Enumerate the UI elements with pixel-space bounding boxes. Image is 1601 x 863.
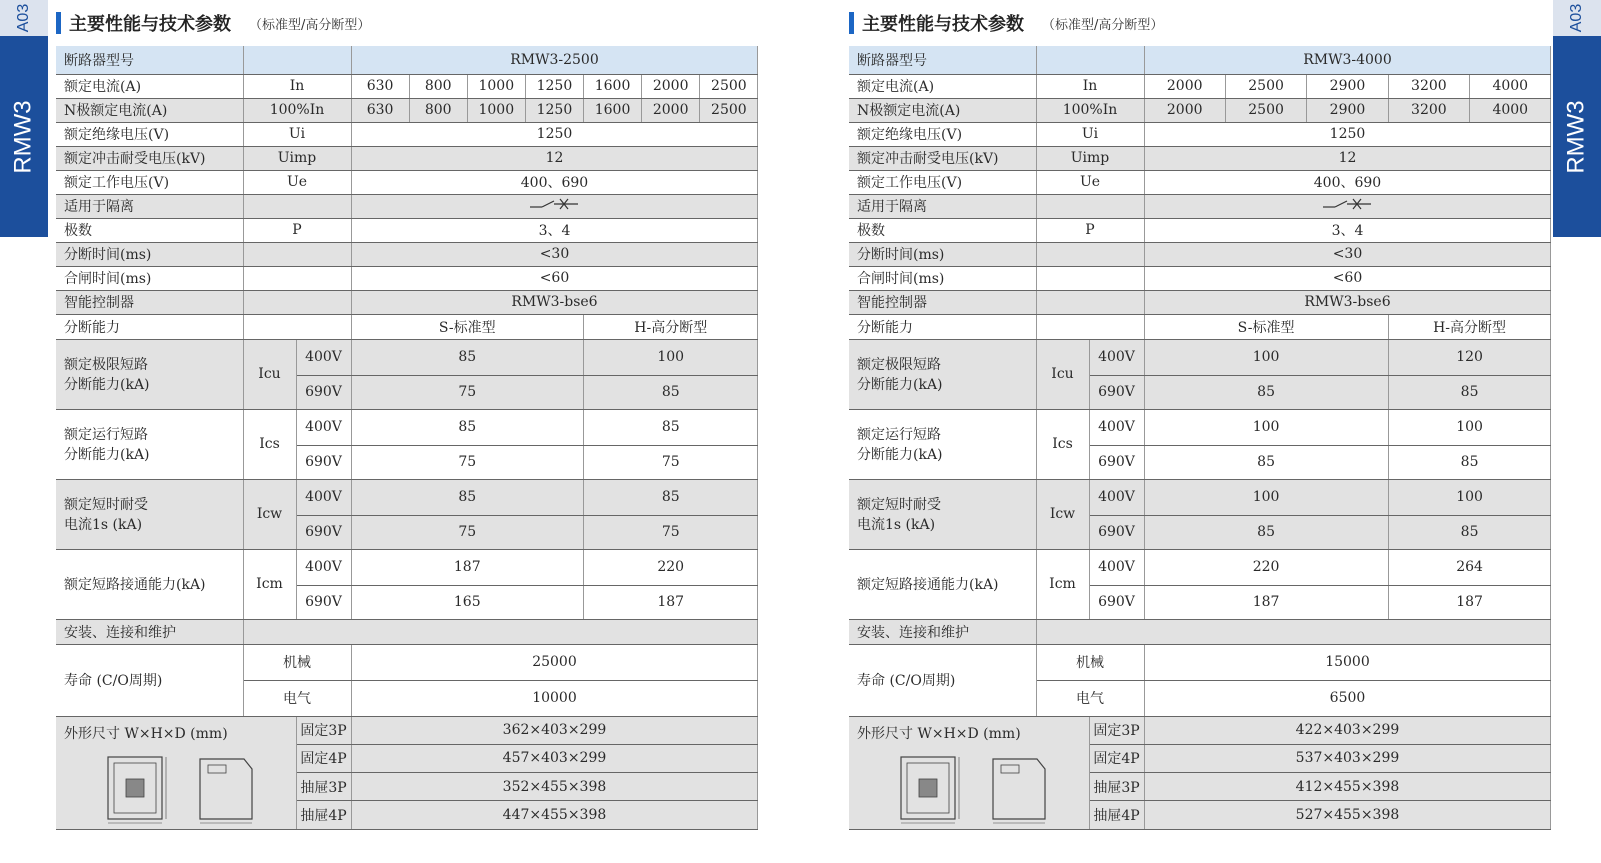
break-time-label: 分断时间(ms) bbox=[56, 242, 243, 266]
rated-current-value: 2000 bbox=[642, 74, 700, 98]
rated-current-symbol: In bbox=[1036, 74, 1144, 98]
rated-current-label: 额定电流(A) bbox=[56, 74, 243, 98]
voltage-label: 400V bbox=[1089, 549, 1144, 585]
section-subtitle: （标准型/高分断型） bbox=[249, 17, 371, 33]
icw-symbol: Icw bbox=[243, 479, 296, 549]
page-code: A03 bbox=[1553, 0, 1601, 36]
ics-s-value: 100 bbox=[1144, 409, 1388, 445]
spec-section-2500 bbox=[56, 0, 758, 830]
impulse-voltage-value: 12 bbox=[1144, 146, 1551, 170]
voltage-label: 690V bbox=[1089, 375, 1144, 409]
dimension-type: 抽屉4P bbox=[296, 801, 351, 829]
dimension-type: 抽屉3P bbox=[1089, 773, 1144, 801]
n-pole-current-value: 2500 bbox=[1225, 98, 1306, 122]
voltage-label: 690V bbox=[296, 375, 351, 409]
side-tab-left bbox=[0, 0, 48, 237]
n-pole-current-value: 800 bbox=[409, 98, 467, 122]
isolation-label: 适用于隔离 bbox=[849, 194, 1036, 218]
breaker-outline-drawing-icon bbox=[897, 749, 1067, 829]
icu-h-value: 85 bbox=[1388, 375, 1551, 409]
voltage-label: 690V bbox=[1089, 585, 1144, 619]
h-type-header: H-高分断型 bbox=[584, 314, 758, 339]
icm-label: 额定短路接通能力(kA) bbox=[849, 549, 1036, 619]
icw-s-value: 85 bbox=[351, 479, 584, 515]
n-pole-current-symbol: 100%In bbox=[243, 98, 351, 122]
rated-current-symbol: In bbox=[243, 74, 351, 98]
model-value: RMW3-4000 bbox=[1144, 46, 1551, 74]
n-pole-current-label: N极额定电流(A) bbox=[56, 98, 243, 122]
voltage-label: 400V bbox=[296, 339, 351, 375]
icm-s-value: 220 bbox=[1144, 549, 1388, 585]
install-label: 安装、连接和维护 bbox=[849, 619, 1036, 644]
ics-h-value: 75 bbox=[584, 445, 758, 479]
isolation-value bbox=[351, 194, 758, 218]
voltage-label: 400V bbox=[1089, 479, 1144, 515]
controller-label: 智能控制器 bbox=[56, 290, 243, 314]
rated-current-value: 3200 bbox=[1388, 74, 1469, 98]
install-label: 安装、连接和维护 bbox=[56, 619, 243, 644]
dimensions-cell bbox=[849, 716, 1089, 829]
icm-s-value: 187 bbox=[1144, 585, 1388, 619]
rated-current-value: 2000 bbox=[1144, 74, 1225, 98]
impulse-voltage-value: 12 bbox=[351, 146, 758, 170]
n-pole-current-value: 1250 bbox=[525, 98, 583, 122]
rated-current-value: 1000 bbox=[467, 74, 525, 98]
icu-h-value: 85 bbox=[584, 375, 758, 409]
icm-label: 额定短路接通能力(kA) bbox=[56, 549, 243, 619]
section-title bbox=[849, 0, 1551, 46]
icu-s-value: 100 bbox=[1144, 339, 1388, 375]
insulation-voltage-label: 额定绝缘电压(V) bbox=[56, 122, 243, 146]
breaking-capacity-label: 分断能力 bbox=[56, 314, 243, 339]
operating-voltage-symbol: Ue bbox=[243, 170, 351, 194]
section-title bbox=[56, 0, 758, 46]
side-tab-right bbox=[1553, 0, 1601, 237]
operating-voltage-symbol: Ue bbox=[1036, 170, 1144, 194]
voltage-label: 400V bbox=[1089, 339, 1144, 375]
operating-voltage-label: 额定工作电压(V) bbox=[56, 170, 243, 194]
insulation-voltage-value: 1250 bbox=[1144, 122, 1551, 146]
isolation-value bbox=[1144, 194, 1551, 218]
life-label: 寿命 (C/O周期) bbox=[56, 644, 243, 716]
electrical-life-label: 电气 bbox=[243, 680, 351, 716]
ics-symbol: Ics bbox=[1036, 409, 1089, 479]
dimension-value: 352×455×398 bbox=[351, 773, 758, 801]
ics-s-value: 75 bbox=[351, 445, 584, 479]
icu-s-value: 75 bbox=[351, 375, 584, 409]
n-pole-current-value: 2000 bbox=[1144, 98, 1225, 122]
h-type-header: H-高分断型 bbox=[1388, 314, 1551, 339]
voltage-label: 690V bbox=[296, 585, 351, 619]
breaker-outline-drawing-icon bbox=[104, 749, 274, 829]
icm-symbol: Icm bbox=[243, 549, 296, 619]
icu-s-value: 85 bbox=[1144, 375, 1388, 409]
page-code: A03 bbox=[0, 0, 48, 36]
rated-current-value: 2500 bbox=[1225, 74, 1306, 98]
poles-symbol: P bbox=[243, 218, 351, 242]
dimension-value: 457×403×299 bbox=[351, 744, 758, 772]
dimension-value: 362×403×299 bbox=[351, 716, 758, 744]
section-subtitle: （标准型/高分断型） bbox=[1042, 17, 1164, 33]
icm-h-value: 264 bbox=[1388, 549, 1551, 585]
breaking-capacity-label: 分断能力 bbox=[849, 314, 1036, 339]
dimension-type: 固定4P bbox=[1089, 744, 1144, 772]
voltage-label: 690V bbox=[296, 445, 351, 479]
rated-current-value: 4000 bbox=[1470, 74, 1551, 98]
dimensions-label: 外形尺寸 W×H×D (mm) bbox=[64, 725, 228, 742]
series-label: RMW3 bbox=[10, 99, 38, 174]
spec-table bbox=[849, 46, 1551, 830]
operating-voltage-label: 额定工作电压(V) bbox=[849, 170, 1036, 194]
close-time-value: <60 bbox=[1144, 266, 1551, 290]
insulation-voltage-symbol: Ui bbox=[243, 122, 351, 146]
icu-symbol: Icu bbox=[1036, 339, 1089, 409]
ics-h-value: 85 bbox=[1388, 445, 1551, 479]
icu-s-value: 85 bbox=[351, 339, 584, 375]
icw-s-value: 75 bbox=[351, 515, 584, 549]
dimension-value: 447×455×398 bbox=[351, 801, 758, 829]
rated-current-value: 2500 bbox=[700, 74, 758, 98]
break-time-label: 分断时间(ms) bbox=[849, 242, 1036, 266]
poles-value: 3、4 bbox=[351, 218, 758, 242]
icw-h-value: 85 bbox=[1388, 515, 1551, 549]
impulse-voltage-label: 额定冲击耐受电压(kV) bbox=[56, 146, 243, 170]
poles-symbol: P bbox=[1036, 218, 1144, 242]
series-label: RMW3 bbox=[1563, 99, 1591, 174]
rated-current-value: 1600 bbox=[584, 74, 642, 98]
section-heading: 主要性能与技术参数 bbox=[862, 14, 1024, 35]
section-heading: 主要性能与技术参数 bbox=[69, 14, 231, 35]
icu-symbol: Icu bbox=[243, 339, 296, 409]
spec-section-4000 bbox=[849, 0, 1551, 830]
voltage-label: 400V bbox=[296, 549, 351, 585]
n-pole-current-value: 2000 bbox=[642, 98, 700, 122]
isolation-symbol-icon bbox=[528, 197, 580, 211]
dimension-type: 抽屉4P bbox=[1089, 801, 1144, 829]
controller-value: RMW3-bse6 bbox=[351, 290, 758, 314]
icu-h-value: 120 bbox=[1388, 339, 1551, 375]
icw-s-value: 100 bbox=[1144, 479, 1388, 515]
operating-voltage-value: 400、690 bbox=[351, 170, 758, 194]
dimension-type: 固定4P bbox=[296, 744, 351, 772]
ics-h-value: 100 bbox=[1388, 409, 1551, 445]
model-label: 断路器型号 bbox=[56, 46, 243, 74]
isolation-label: 适用于隔离 bbox=[56, 194, 243, 218]
operating-voltage-value: 400、690 bbox=[1144, 170, 1551, 194]
insulation-voltage-label: 额定绝缘电压(V) bbox=[849, 122, 1036, 146]
dimensions-label: 外形尺寸 W×H×D (mm) bbox=[857, 725, 1021, 742]
icm-h-value: 220 bbox=[584, 549, 758, 585]
model-value: RMW3-2500 bbox=[351, 46, 758, 74]
close-time-label: 合闸时间(ms) bbox=[56, 266, 243, 290]
mechanical-life-value: 15000 bbox=[1144, 644, 1551, 680]
icm-symbol: Icm bbox=[1036, 549, 1089, 619]
model-label: 断路器型号 bbox=[849, 46, 1036, 74]
icw-label: 额定短时耐受 电流1s (kA) bbox=[849, 479, 1036, 549]
ics-label: 额定运行短路 分断能力(kA) bbox=[56, 409, 243, 479]
insulation-voltage-symbol: Ui bbox=[1036, 122, 1144, 146]
close-time-value: <60 bbox=[351, 266, 758, 290]
icw-h-value: 75 bbox=[584, 515, 758, 549]
rated-current-value: 1250 bbox=[525, 74, 583, 98]
dimensions-cell bbox=[56, 716, 296, 829]
voltage-label: 690V bbox=[296, 515, 351, 549]
n-pole-current-label: N极额定电流(A) bbox=[849, 98, 1036, 122]
rated-current-value: 800 bbox=[409, 74, 467, 98]
dimension-value: 537×403×299 bbox=[1144, 744, 1551, 772]
insulation-voltage-value: 1250 bbox=[351, 122, 758, 146]
impulse-voltage-symbol: Uimp bbox=[243, 146, 351, 170]
dimension-type: 抽屉3P bbox=[296, 773, 351, 801]
voltage-label: 690V bbox=[1089, 445, 1144, 479]
impulse-voltage-label: 额定冲击耐受电压(kV) bbox=[849, 146, 1036, 170]
n-pole-current-value: 2500 bbox=[700, 98, 758, 122]
isolation-symbol-icon bbox=[1321, 197, 1373, 211]
rated-current-label: 额定电流(A) bbox=[849, 74, 1036, 98]
electrical-life-label: 电气 bbox=[1036, 680, 1144, 716]
dimension-value: 412×455×398 bbox=[1144, 773, 1551, 801]
n-pole-current-value: 1600 bbox=[584, 98, 642, 122]
n-pole-current-value: 2900 bbox=[1307, 98, 1388, 122]
ics-symbol: Ics bbox=[243, 409, 296, 479]
icm-h-value: 187 bbox=[1388, 585, 1551, 619]
poles-value: 3、4 bbox=[1144, 218, 1551, 242]
ics-s-value: 85 bbox=[351, 409, 584, 445]
s-type-header: S-标准型 bbox=[351, 314, 584, 339]
icm-h-value: 187 bbox=[584, 585, 758, 619]
electrical-life-value: 10000 bbox=[351, 680, 758, 716]
icw-h-value: 100 bbox=[1388, 479, 1551, 515]
life-label: 寿命 (C/O周期) bbox=[849, 644, 1036, 716]
mechanical-life-label: 机械 bbox=[1036, 644, 1144, 680]
ics-s-value: 85 bbox=[1144, 445, 1388, 479]
dimension-value: 527×455×398 bbox=[1144, 801, 1551, 829]
rated-current-value: 630 bbox=[351, 74, 409, 98]
break-time-value: <30 bbox=[351, 242, 758, 266]
dimension-type: 固定3P bbox=[1089, 716, 1144, 744]
icw-label: 额定短时耐受 电流1s (kA) bbox=[56, 479, 243, 549]
icm-s-value: 165 bbox=[351, 585, 584, 619]
close-time-label: 合闸时间(ms) bbox=[849, 266, 1036, 290]
n-pole-current-symbol: 100%In bbox=[1036, 98, 1144, 122]
voltage-label: 400V bbox=[1089, 409, 1144, 445]
poles-label: 极数 bbox=[56, 218, 243, 242]
dimension-type: 固定3P bbox=[296, 716, 351, 744]
icu-label: 额定极限短路 分断能力(kA) bbox=[849, 339, 1036, 409]
voltage-label: 690V bbox=[1089, 515, 1144, 549]
break-time-value: <30 bbox=[1144, 242, 1551, 266]
spec-table bbox=[56, 46, 758, 830]
icu-h-value: 100 bbox=[584, 339, 758, 375]
electrical-life-value: 6500 bbox=[1144, 680, 1551, 716]
ics-h-value: 85 bbox=[584, 409, 758, 445]
icu-label: 额定极限短路 分断能力(kA) bbox=[56, 339, 243, 409]
poles-label: 极数 bbox=[849, 218, 1036, 242]
mechanical-life-value: 25000 bbox=[351, 644, 758, 680]
impulse-voltage-symbol: Uimp bbox=[1036, 146, 1144, 170]
dimension-value: 422×403×299 bbox=[1144, 716, 1551, 744]
voltage-label: 400V bbox=[296, 409, 351, 445]
icw-symbol: Icw bbox=[1036, 479, 1089, 549]
ics-label: 额定运行短路 分断能力(kA) bbox=[849, 409, 1036, 479]
icm-s-value: 187 bbox=[351, 549, 584, 585]
icw-s-value: 85 bbox=[1144, 515, 1388, 549]
mechanical-life-label: 机械 bbox=[243, 644, 351, 680]
controller-label: 智能控制器 bbox=[849, 290, 1036, 314]
voltage-label: 400V bbox=[296, 479, 351, 515]
icw-h-value: 85 bbox=[584, 479, 758, 515]
s-type-header: S-标准型 bbox=[1144, 314, 1388, 339]
n-pole-current-value: 1000 bbox=[467, 98, 525, 122]
n-pole-current-value: 4000 bbox=[1470, 98, 1551, 122]
rated-current-value: 2900 bbox=[1307, 74, 1388, 98]
controller-value: RMW3-bse6 bbox=[1144, 290, 1551, 314]
n-pole-current-value: 3200 bbox=[1388, 98, 1469, 122]
n-pole-current-value: 630 bbox=[351, 98, 409, 122]
